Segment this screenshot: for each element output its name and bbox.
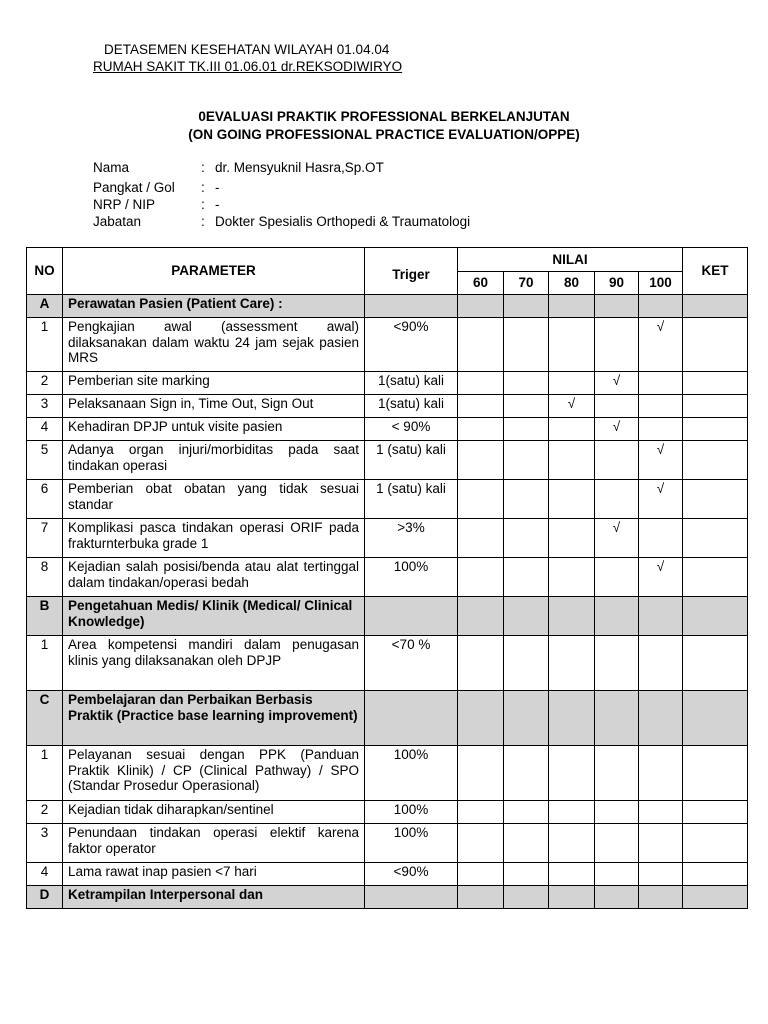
empty-cell (549, 691, 595, 746)
row-number: 2 (27, 372, 63, 395)
check-mark-icon: √ (656, 481, 665, 496)
info-label: Pangkat / Gol (93, 180, 175, 195)
row-number: 8 (27, 558, 63, 597)
table-row (27, 746, 748, 801)
score-cell-80[interactable] (549, 863, 595, 886)
ket-cell[interactable] (683, 519, 748, 558)
header-score-70: 70 (504, 272, 549, 295)
score-cell-60[interactable] (458, 519, 504, 558)
info-row-jabatan (93, 214, 470, 229)
score-cell-80[interactable] (549, 824, 595, 863)
row-parameter: Pelayanan sesuai dengan PPK (Panduan Praktik Klinik) / CP (Clinical Pathway) / SPO (Standar Prosedur Operasional) (63, 746, 365, 801)
score-cell-60[interactable] (458, 372, 504, 395)
row-number: 5 (27, 441, 63, 480)
score-cell-60[interactable] (458, 863, 504, 886)
score-cell-70[interactable] (504, 558, 549, 597)
info-value: dr. Mensyuknil Hasra,Sp.OT (215, 160, 384, 175)
empty-cell (639, 691, 683, 746)
row-parameter: Lama rawat inap pasien <7 hari (63, 863, 365, 886)
row-number: 2 (27, 801, 63, 824)
table-row (27, 441, 748, 480)
row-triger: 100% (365, 801, 458, 824)
header-score-60: 60 (458, 272, 504, 295)
ket-cell[interactable] (683, 636, 748, 691)
score-cell-70[interactable] (504, 480, 549, 519)
ket-cell[interactable] (683, 746, 748, 801)
score-cell-90[interactable] (595, 558, 639, 597)
empty-cell (595, 691, 639, 746)
ket-cell[interactable] (683, 863, 748, 886)
ket-cell[interactable] (683, 801, 748, 824)
row-triger: <70 % (365, 636, 458, 691)
score-cell-60[interactable] (458, 395, 504, 418)
empty-cell (365, 597, 458, 636)
row-triger: 100% (365, 558, 458, 597)
score-cell-100[interactable] (639, 441, 683, 480)
empty-cell (365, 886, 458, 909)
empty-cell (365, 295, 458, 318)
score-cell-60[interactable] (458, 318, 504, 372)
row-parameter: Pemberian site marking (63, 372, 365, 395)
score-cell-90[interactable] (595, 395, 639, 418)
row-triger: 1(satu) kali (365, 395, 458, 418)
row-triger: 1(satu) kali (365, 372, 458, 395)
table-row (27, 519, 748, 558)
table-row (27, 480, 748, 519)
empty-cell (365, 691, 458, 746)
empty-cell (458, 691, 504, 746)
score-cell-80[interactable] (549, 441, 595, 480)
header-triger: Triger (365, 248, 458, 295)
row-triger: 100% (365, 746, 458, 801)
empty-cell (549, 886, 595, 909)
score-cell-80[interactable] (549, 519, 595, 558)
check-mark-icon: √ (612, 520, 621, 535)
section-code: C (27, 691, 63, 746)
ket-cell[interactable] (683, 480, 748, 519)
score-cell-100[interactable] (639, 558, 683, 597)
ket-cell[interactable] (683, 558, 748, 597)
score-cell-80[interactable] (549, 480, 595, 519)
score-cell-70[interactable] (504, 519, 549, 558)
section-code: B (27, 597, 63, 636)
row-parameter: Pemberian obat obatan yang tidak sesuai standar (63, 480, 365, 519)
info-label: Jabatan (93, 214, 142, 229)
row-number: 1 (27, 746, 63, 801)
empty-cell (458, 597, 504, 636)
row-parameter: Adanya organ injuri/morbiditas pada saat tindakan operasi (63, 441, 365, 480)
score-cell-100[interactable] (639, 801, 683, 824)
row-triger: 100% (365, 824, 458, 863)
score-cell-100[interactable] (639, 746, 683, 801)
header-nilai: NILAI (458, 248, 683, 272)
header-score-80: 80 (549, 272, 595, 295)
info-separator: : (201, 180, 205, 195)
score-cell-90[interactable] (595, 480, 639, 519)
info-row-nama (93, 160, 384, 175)
score-cell-80[interactable] (549, 746, 595, 801)
table-row (27, 801, 748, 824)
score-cell-60[interactable] (458, 418, 504, 441)
score-cell-90[interactable] (595, 746, 639, 801)
row-parameter: Kehadiran DPJP untuk visite pasien (63, 418, 365, 441)
table-row (27, 395, 748, 418)
score-cell-80[interactable] (549, 418, 595, 441)
empty-cell (458, 295, 504, 318)
empty-cell (595, 295, 639, 318)
header-no: NO (27, 248, 63, 295)
ket-cell[interactable] (683, 372, 748, 395)
score-cell-80[interactable] (549, 372, 595, 395)
score-cell-70[interactable] (504, 636, 549, 691)
empty-cell (683, 295, 748, 318)
row-parameter: Penundaan tindakan operasi elektif karena faktor operator (63, 824, 365, 863)
info-value: - (215, 197, 220, 212)
check-mark-icon: √ (656, 442, 665, 457)
info-separator: : (201, 160, 205, 175)
score-cell-80[interactable] (549, 558, 595, 597)
info-label: NRP / NIP (93, 197, 156, 212)
score-cell-60[interactable] (458, 636, 504, 691)
table-row (27, 318, 748, 372)
row-number: 1 (27, 636, 63, 691)
empty-cell (595, 886, 639, 909)
empty-cell (639, 295, 683, 318)
row-parameter: Area kompetensi mandiri dalam penugasan klinis yang dilaksanakan oleh DPJP (63, 636, 365, 691)
score-cell-100[interactable] (639, 824, 683, 863)
row-number: 7 (27, 519, 63, 558)
header-parameter: PARAMETER (63, 248, 365, 295)
ket-cell[interactable] (683, 824, 748, 863)
score-cell-70[interactable] (504, 746, 549, 801)
score-cell-80[interactable] (549, 801, 595, 824)
row-number: 3 (27, 824, 63, 863)
section-code: D (27, 886, 63, 909)
row-number: 4 (27, 418, 63, 441)
score-cell-60[interactable] (458, 746, 504, 801)
check-mark-icon: √ (612, 373, 621, 388)
row-triger: <90% (365, 318, 458, 372)
info-value: Dokter Spesialis Orthopedi & Traumatologi (215, 214, 471, 229)
section-row-b (27, 597, 748, 636)
row-triger: 1 (satu) kali (365, 441, 458, 480)
score-cell-70[interactable] (504, 418, 549, 441)
score-cell-100[interactable] (639, 418, 683, 441)
score-cell-70[interactable] (504, 318, 549, 372)
empty-cell (683, 597, 748, 636)
score-cell-70[interactable] (504, 824, 549, 863)
empty-cell (639, 597, 683, 636)
score-cell-90[interactable] (595, 519, 639, 558)
table-row (27, 558, 748, 597)
score-cell-60[interactable] (458, 480, 504, 519)
info-separator: : (201, 214, 205, 229)
empty-cell (549, 295, 595, 318)
section-row-a (27, 295, 748, 318)
check-mark-icon: √ (656, 319, 665, 334)
header-ket: KET (683, 248, 748, 295)
score-cell-90[interactable] (595, 636, 639, 691)
row-parameter: Pelaksanaan Sign in, Time Out, Sign Out (63, 395, 365, 418)
empty-cell (504, 886, 549, 909)
score-cell-80[interactable] (549, 395, 595, 418)
section-row-d (27, 886, 748, 909)
document-subtitle: (ON GOING PROFESSIONAL PRACTICE EVALUATION/OPPE) (188, 127, 580, 142)
table-row (27, 863, 748, 886)
row-triger: < 90% (365, 418, 458, 441)
score-cell-100[interactable] (639, 863, 683, 886)
row-parameter: Kejadian tidak diharapkan/sentinel (63, 801, 365, 824)
empty-cell (683, 691, 748, 746)
score-cell-100[interactable] (639, 519, 683, 558)
score-cell-70[interactable] (504, 395, 549, 418)
section-code: A (27, 295, 63, 318)
score-cell-90[interactable] (595, 824, 639, 863)
row-parameter: Pengkajian awal (assessment awal) dilaksanakan dalam waktu 24 jam sejak pasien MRS (63, 318, 365, 372)
score-cell-80[interactable] (549, 318, 595, 372)
empty-cell (639, 886, 683, 909)
section-title: Ketrampilan Interpersonal dan (63, 886, 365, 909)
row-number: 6 (27, 480, 63, 519)
score-cell-60[interactable] (458, 824, 504, 863)
table-row (27, 824, 748, 863)
section-row-c (27, 691, 748, 746)
check-mark-icon: √ (612, 419, 621, 434)
score-cell-60[interactable] (458, 441, 504, 480)
ket-cell[interactable] (683, 418, 748, 441)
section-title: Pengetahuan Medis/ Klinik (Medical/ Clinical Knowledge) (63, 597, 365, 636)
ket-cell[interactable] (683, 441, 748, 480)
table-row (27, 418, 748, 441)
score-cell-90[interactable] (595, 863, 639, 886)
hospital-name: RUMAH SAKIT TK.III 01.06.01 dr.REKSODIWIRYO (93, 59, 403, 74)
row-parameter: Komplikasi pasca tindakan operasi ORIF pada frakturnterbuka grade 1 (63, 519, 365, 558)
row-triger: <90% (365, 863, 458, 886)
row-number: 3 (27, 395, 63, 418)
score-cell-90[interactable] (595, 441, 639, 480)
score-cell-60[interactable] (458, 801, 504, 824)
score-cell-90[interactable] (595, 318, 639, 372)
score-cell-70[interactable] (504, 863, 549, 886)
empty-cell (595, 597, 639, 636)
check-mark-icon: √ (656, 559, 665, 574)
empty-cell (683, 886, 748, 909)
info-label: Nama (93, 160, 130, 175)
check-mark-icon: √ (567, 396, 576, 411)
header-score-90: 90 (595, 272, 639, 295)
row-number: 4 (27, 863, 63, 886)
row-triger: 1 (satu) kali (365, 480, 458, 519)
row-parameter: Kejadian salah posisi/benda atau alat tertinggal dalam tindakan/operasi bedah (63, 558, 365, 597)
header-score-100: 100 (639, 272, 683, 295)
score-cell-90[interactable] (595, 801, 639, 824)
score-cell-100[interactable] (639, 480, 683, 519)
section-title: Perawatan Pasien (Patient Care) : (63, 295, 365, 318)
empty-cell (458, 886, 504, 909)
score-cell-90[interactable] (595, 372, 639, 395)
info-value: - (215, 180, 220, 195)
score-cell-100[interactable] (639, 318, 683, 372)
score-cell-100[interactable] (639, 636, 683, 691)
row-triger: >3% (365, 519, 458, 558)
info-row-pangkat (93, 180, 220, 195)
score-cell-70[interactable] (504, 801, 549, 824)
org-name: DETASEMEN KESEHATAN WILAYAH 01.04.04 (104, 42, 390, 57)
score-cell-100[interactable] (639, 395, 683, 418)
score-cell-70[interactable] (504, 441, 549, 480)
document-title: 0EVALUASI PRAKTIK PROFESSIONAL BERKELANJUTAN (198, 109, 570, 124)
evaluation-table (26, 247, 748, 909)
table-row (27, 372, 748, 395)
empty-cell (504, 597, 549, 636)
info-row-nrp (93, 197, 220, 212)
score-cell-80[interactable] (549, 636, 595, 691)
empty-cell (549, 597, 595, 636)
ket-cell[interactable] (683, 318, 748, 372)
score-cell-100[interactable] (639, 372, 683, 395)
score-cell-70[interactable] (504, 372, 549, 395)
empty-cell (504, 691, 549, 746)
empty-cell (504, 295, 549, 318)
score-cell-60[interactable] (458, 558, 504, 597)
section-title: Pembelajaran dan Perbaikan Berbasis Praktik (Practice base learning improvement) (63, 691, 365, 746)
score-cell-90[interactable] (595, 418, 639, 441)
row-number: 1 (27, 318, 63, 372)
ket-cell[interactable] (683, 395, 748, 418)
table-row (27, 636, 748, 691)
info-separator: : (201, 197, 205, 212)
